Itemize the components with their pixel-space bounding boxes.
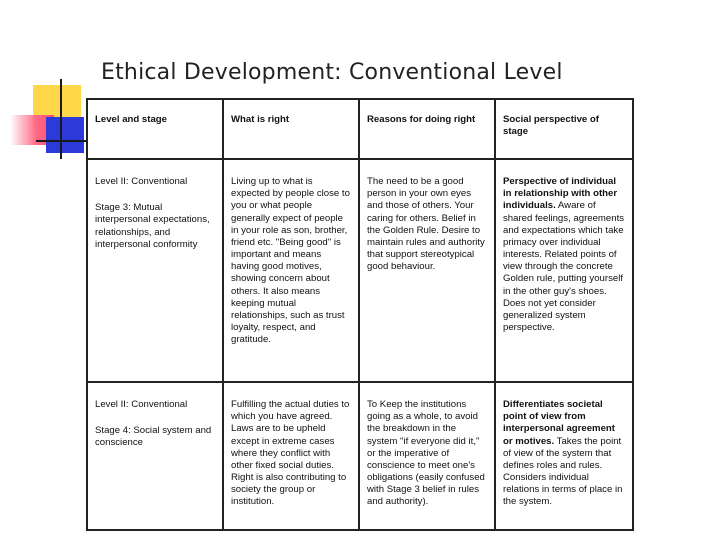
header-what-is-right: What is right [223,99,359,159]
perspective-detail: Takes the point of view of the system that defines roles and rules. Considers individual relations in terms of place in the system. [503,435,623,508]
decor-blue-square [46,117,84,153]
stage-label: Stage 4: Social system and conscience [95,425,212,449]
reasons-cell: The need to be a good person in your own eyes and those of others. Your caring for others. Belief in the Golden Rule. Desire to maintain rules and authority that support stereotypical good behaviour. [359,159,495,382]
table-row [87,382,633,530]
what-is-right-cell: Living up to what is expected by people close to you or what people generally expect of people in your role as son, brother, friend etc. "Being good" is important and means having good motives, showing concern about others. It also means keeping mutual relationships, such as trust loyalty, respect, and gratitude. [223,159,359,382]
decor-horizontal-line [36,140,88,142]
stages-table [86,98,634,531]
decor-vertical-line [60,79,62,159]
level-label: Level II: Conventional [95,399,188,410]
perspective-emphasis: Perspective of individual in relationship with other individuals. [503,176,618,212]
header-social-perspective: Social perspective of stage [495,99,633,159]
table-row [87,159,633,382]
perspective-detail: Aware of shared feelings, agreements and expectations which take primacy over individual interests. Related points of view through the concrete Golden rule, putting yourself in the other guy's shoes. Does not yet consider generalized system perspective. [503,200,625,334]
reasons-cell: To Keep the institutions going as a whole, to avoid the breakdown in the system "if everyone did it," or the imperative of conscience to meet one's obligations (easily confused with Stage 3 belief in rules and authority). [359,382,495,530]
header-reasons: Reasons for doing right [359,99,495,159]
perspective-cell [495,382,633,530]
level-label: Level II: Conventional [95,176,188,187]
table-header-row [87,99,633,159]
level-stage-cell [87,159,223,382]
perspective-emphasis: Differentiates societal point of view from interpersonal agreement or motives. [503,399,615,447]
header-level-stage: Level and stage [87,99,223,159]
slide-title: Ethical Development: Conventional Level [101,60,563,85]
perspective-cell [495,159,633,382]
level-stage-cell [87,382,223,530]
stage-label: Stage 3: Mutual interpersonal expectations, relationships, and interpersonal conformity [95,202,210,250]
what-is-right-cell: Fulfilling the actual duties to which you have agreed. Laws are to be upheld except in extreme cases where they conflict with other fixed social duties. Right is also contributing to society the group or institution. [223,382,359,530]
